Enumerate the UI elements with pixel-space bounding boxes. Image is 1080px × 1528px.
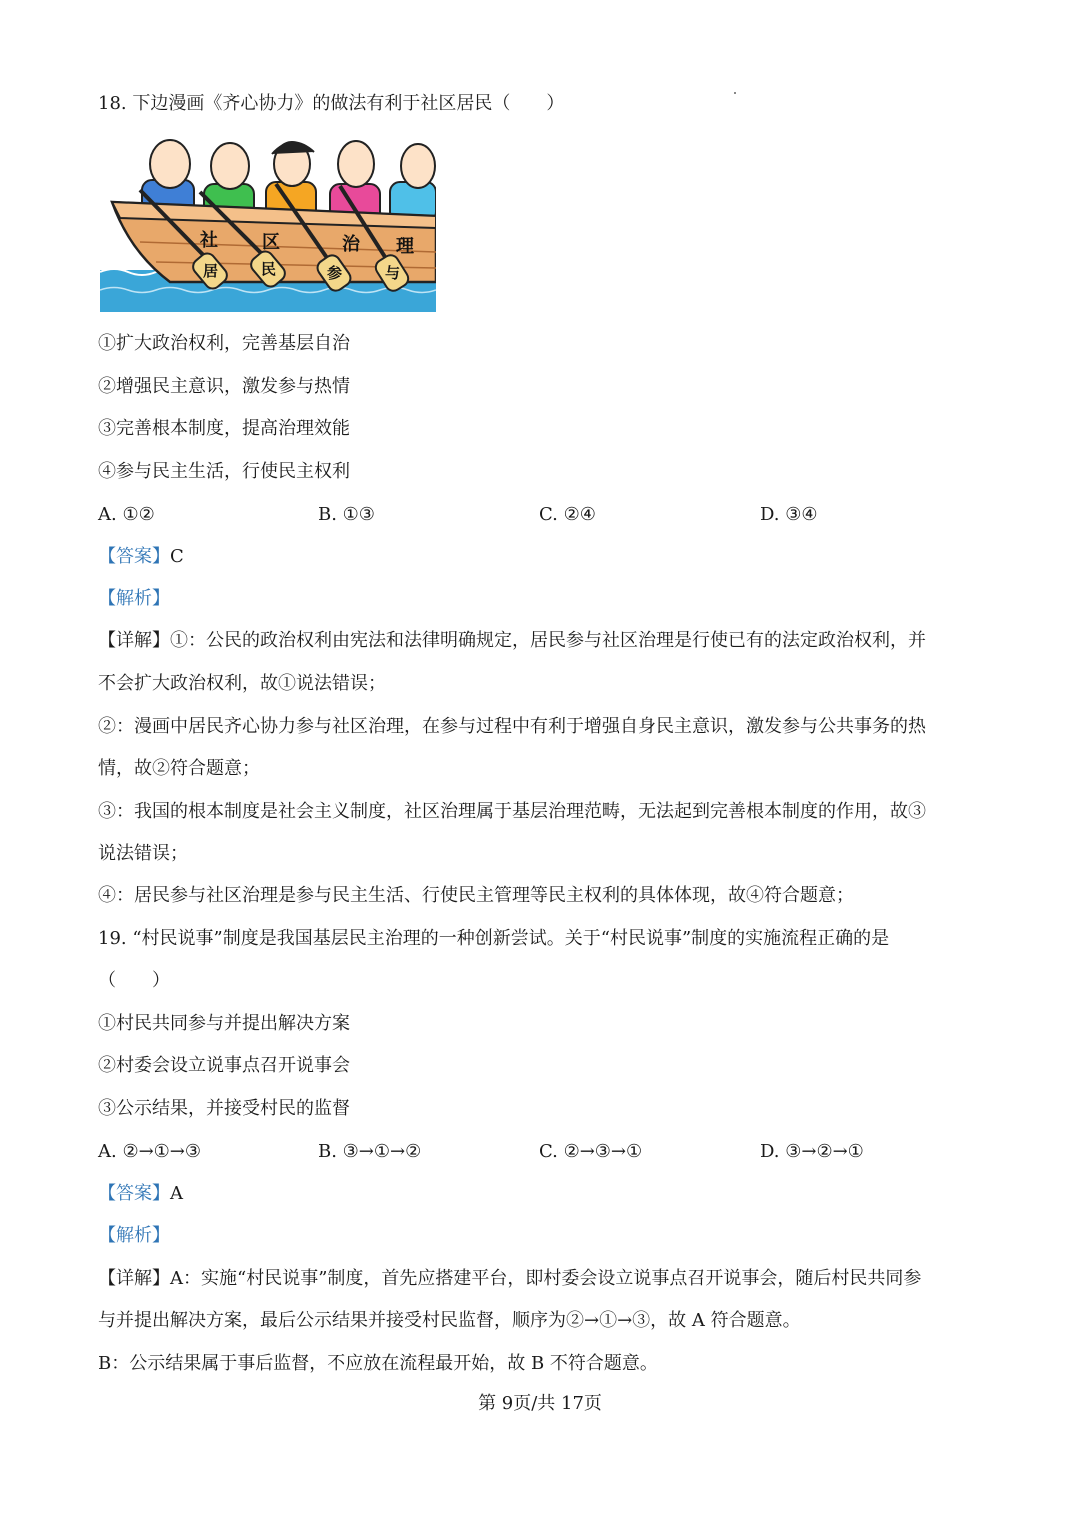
rower-head <box>150 140 190 188</box>
q18-analysis-label: 【解析】 <box>98 588 170 609</box>
rower-head <box>211 143 249 189</box>
q18-detail-line: 说法错误； <box>98 843 188 864</box>
q19-item-1: ①村民共同参与并提出解决方案 <box>98 1013 350 1034</box>
rower-hair <box>272 142 314 154</box>
oar-char: 民 <box>261 260 277 278</box>
cartoon-rowing-boat <box>100 132 436 312</box>
boat-char: 治 <box>342 234 360 255</box>
q18-option-d: D. ③④ <box>760 504 818 525</box>
q18-option-a: A. ①② <box>98 504 155 525</box>
q18-stem: 18. 下边漫画《齐心协力》的做法有利于社区居民（ ） <box>98 93 565 114</box>
q19-item-3: ③公示结果，并接受村民的监督 <box>98 1098 350 1119</box>
q18-detail-line: ②：漫画中居民齐心协力参与社区治理，在参与过程中有利于增强自身民主意识，激发参与公共事务的热 <box>98 716 926 737</box>
boat-char: 区 <box>262 232 280 253</box>
q19-detail-line: 与并提出解决方案，最后公示结果并接受村民监督，顺序为②→①→③，故 A 符合题意。 <box>98 1310 801 1331</box>
q18-option-b: B. ①③ <box>318 504 375 525</box>
answer-value: C <box>170 546 184 567</box>
q19-option-b: B. ③→①→② <box>318 1141 422 1162</box>
q18-item-3: ③完善根本制度，提高治理效能 <box>98 418 350 439</box>
q18-item-4: ④参与民主生活，行使民主权利 <box>98 461 350 482</box>
scan-speck <box>734 92 736 94</box>
q18-item-1: ①扩大政治权利，完善基层自治 <box>98 333 350 354</box>
q18-detail-line: ③：我国的根本制度是社会主义制度，社区治理属于基层治理范畴，无法起到完善根本制度的作用，故③ <box>98 801 926 822</box>
rower-head <box>401 144 435 188</box>
q19-stem-line2: （ ） <box>98 970 170 991</box>
q18-answer <box>98 545 184 569</box>
rower-head <box>338 141 374 187</box>
q18-detail-line: ④：居民参与社区治理是参与民主生活、行使民主管理等民主权利的具体体现，故④符合题意； <box>98 885 854 906</box>
q18-detail-line: 不会扩大政治权利，故①说法错误； <box>98 673 386 694</box>
boat-char: 社 <box>200 230 218 251</box>
q18-detail-line: 情，故②符合题意； <box>98 758 260 779</box>
q19-item-2: ②村委会设立说事点召开说事会 <box>98 1055 350 1076</box>
oar-char: 与 <box>385 264 401 282</box>
q19-stem-line1: 19. “村民说事”制度是我国基层民主治理的一种创新尝试。关于“村民说事”制度的实施流程正确的是 <box>98 928 890 949</box>
q18-item-2: ②增强民主意识，激发参与热情 <box>98 376 350 397</box>
q19-answer <box>98 1182 183 1206</box>
oar-char: 参 <box>327 264 343 282</box>
q19-option-d: D. ③→②→① <box>760 1141 864 1162</box>
page-footer: 第 9页/共 17页 <box>478 1393 602 1414</box>
q19-detail-line: B：公示结果属于事后监督，不应放在流程最开始，故 B 不符合题意。 <box>98 1353 658 1374</box>
q18-option-c: C. ②④ <box>539 504 596 525</box>
boat-char: 理 <box>396 236 414 257</box>
q18-detail-line: 【详解】①：公民的政治权利由宪法和法律明确规定，居民参与社区治理是行使已有的法定政治权利，并 <box>98 630 926 651</box>
q19-option-a: A. ②→①→③ <box>98 1141 202 1162</box>
q19-analysis-label: 【解析】 <box>98 1225 170 1246</box>
q19-option-c: C. ②→③→① <box>539 1141 643 1162</box>
answer-label: 【答案】 <box>98 546 170 567</box>
q19-detail-line: 【详解】A：实施“村民说事”制度，首先应搭建平台，即村委会设立说事点召开说事会，随后村民共同参 <box>98 1268 922 1289</box>
answer-label: 【答案】 <box>98 1183 170 1204</box>
oar-char: 居 <box>203 262 219 280</box>
answer-value: A <box>170 1183 183 1204</box>
